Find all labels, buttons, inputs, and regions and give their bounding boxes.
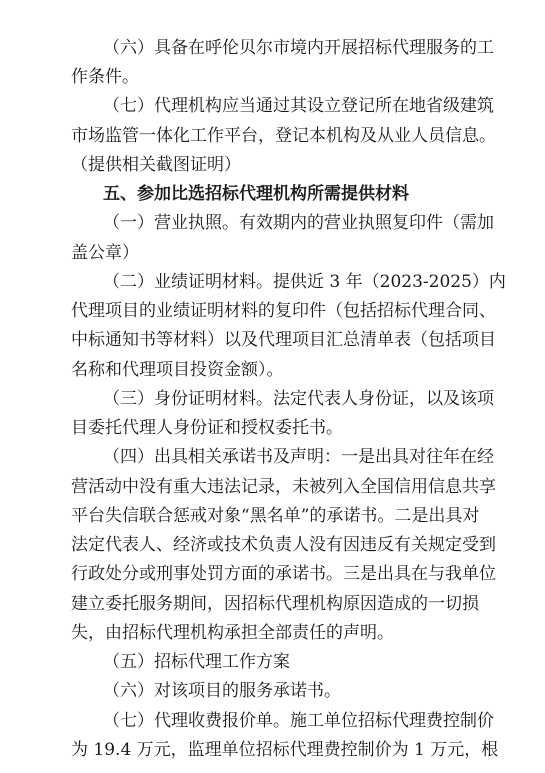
text-line: 目委托代理人身份证和授权委托书。 — [71, 418, 343, 438]
text-line: 为 19.4 万元，监理单位招标代理费控制价为 1 万元，根 — [71, 740, 499, 760]
text-line: （三）身份证明材料。法定代表人身份证，以及该项 — [103, 389, 494, 409]
text-line: 营活动中没有重大违法记录，未被列入全国信用信息共享 — [71, 477, 496, 497]
text-line: （一）营业执照。有效期内的营业执照复印件（需加 — [103, 213, 494, 233]
text-line: 行政处分或刑事处罚方面的承诺书。三是出具在与我单位 — [71, 564, 496, 584]
section-heading: 五、参加比选招标代理机构所需提供材料 — [103, 184, 409, 204]
text-line: 失，由招标代理机构承担全部责任的声明。 — [71, 623, 394, 643]
text-line: （六）具备在呼伦贝尔市境内开展招标代理服务的工 — [103, 38, 494, 58]
text-line: 名称和代理项目投资金额）。 — [71, 360, 284, 380]
text-line: 代理项目的业绩证明材料的复印件（包括招标代理合同、 — [71, 301, 496, 321]
text-line: 市场监管一体化工作平台，登记本机构及从业人员信息。 — [71, 126, 496, 146]
text-line: （四）出具相关承诺书及声明：一是出具对往年在经 — [103, 447, 494, 467]
text-line: （七）代理收费报价单。施工单位招标代理费控制价 — [103, 711, 494, 731]
text-line: 中标通知书等材料）以及代理项目汇总清单表（包括项目 — [71, 330, 496, 350]
text-line: 作条件。 — [71, 67, 139, 87]
text-line: 平台失信联合惩戒对象“黑名单”的承诺书。二是出具对 — [71, 506, 480, 526]
text-line: （五）招标代理工作方案 — [103, 652, 290, 672]
text-line: （六）对该项目的服务承诺书。 — [103, 681, 341, 701]
text-line: （提供相关截图证明） — [71, 155, 241, 175]
text-line: 盖公章） — [71, 243, 139, 263]
text-line: （七）代理机构应当通过其设立登记所在地省级建筑 — [103, 96, 494, 116]
text-line: 法定代表人、经济或技术负责人没有因违反有关规定受到 — [71, 535, 496, 555]
text-line: 建立委托服务期间，因招标代理机构原因造成的一切损 — [71, 594, 479, 614]
text-line: （二）业绩证明材料。提供近 3 年（2023-2025）内 — [103, 272, 506, 292]
